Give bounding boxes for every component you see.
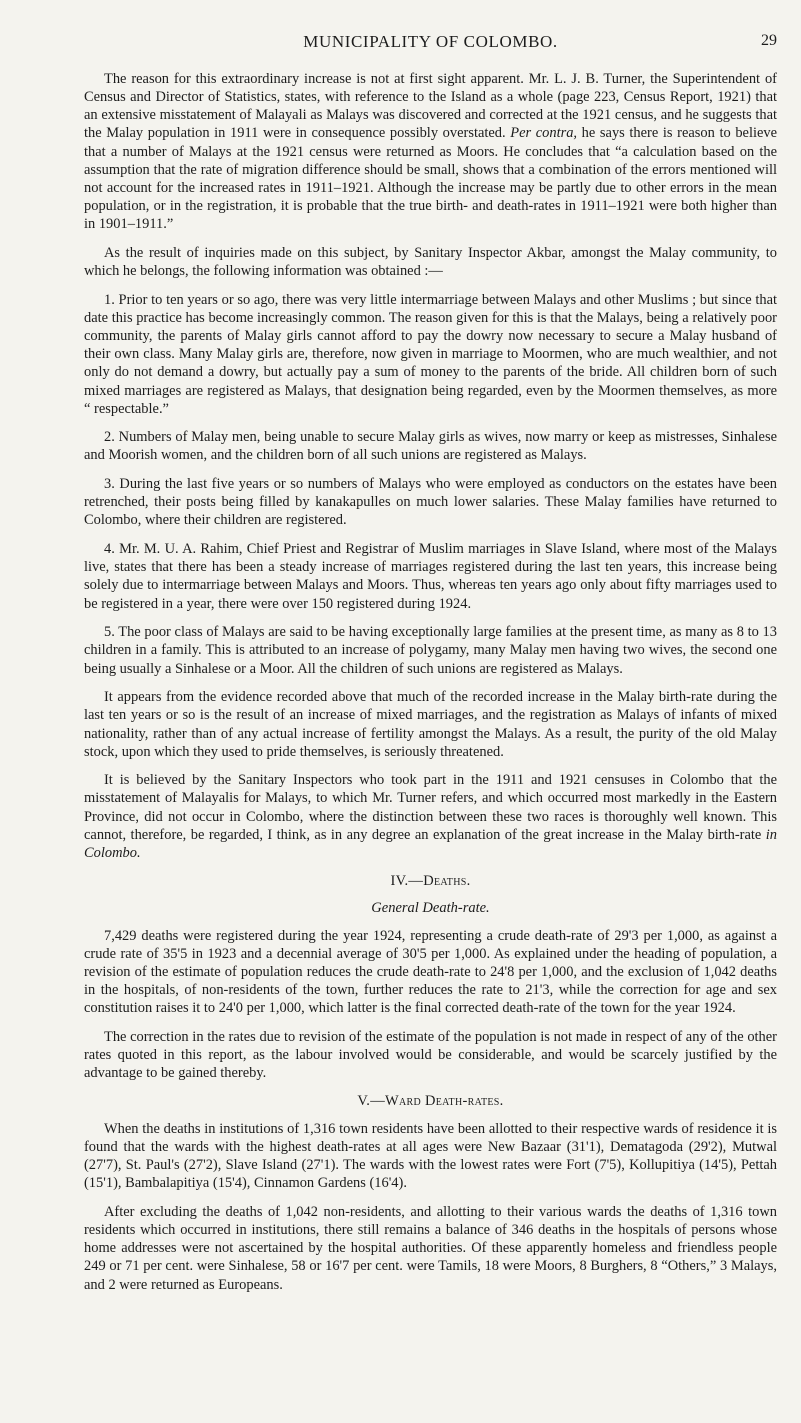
ward-paragraph-2: After excluding the deaths of 1,042 non-residents, and allotting to their various wards the deaths of 1,316 town residents which occurred in institutions, there still remains a balance of 346 deaths in the hospitals of persons whose home addresses were not ascertained by the hospital authorities. Of these apparently homeless and friendless people 249 or 71 per cent. were Sinhalese, 58 or 16'7 per cent. were Tamils, 18 were Moors, 8 Burghers, 8 “Others,” 3 Malays, and 2 were returned as Europeans.: [84, 1203, 777, 1293]
finding-5: 5. The poor class of Malays are said to be having exceptionally large families at the present time, as many as 8 to 13 children in a family. This is attributed to an increase of polygamy, many Malay men having two wives, the second one being usually a Sinhalese or a Moor. All the children of such unions are registered as Malays.: [84, 624, 777, 677]
per-contra-italic: Per contra,: [510, 125, 578, 142]
deaths-paragraph-1: 7,429 deaths were registered during the year 1924, representing a crude death-rate of 29'3 per 1,000, as against a crude rate of 35'5 in 1923 and a decennial average of 30'5 per 1,000. As explained under the heading of population, a revision of the estimate of population reduces the crude death-rate to 24'8 per 1,000, and the exclusion of 1,042 deaths in the hospitals, of non-residents of the town, further reduces the rate to 21'3, while the correction for age and sex constitution raises it to 24'0 per 1,000, which latter is the final corrected death-rate of the town for the year 1924.: [84, 927, 777, 1017]
deaths-paragraph-2: The correction in the rates due to revision of the estimate of the population is not made in respect of any of the other rates quoted in this report, as the labour involved would be considerable, and would be scarcely justified by the advantage to be gained thereby.: [84, 1028, 777, 1082]
conclusion-paragraph-1: It appears from the evidence recorded above that much of the recorded increase in the Malay birth-rate during the last ten years or so is the result of an increase of mixed marriages, and the registration as Malays of infants of mixed nationality, rather than of any actual increase of fertility amongst the Malays. As a result, the purity of the old Malay stock, upon which they used to pride themselves, is seriously threatened.: [84, 689, 777, 760]
running-title: MUNICIPALITY OF COLOMBO.: [303, 32, 558, 51]
finding-2: 2. Numbers of Malay men, being unable to secure Malay girls as wives, now marry or keep as mistresses, Sinhalese and Moorish women, and the children born of all such unions are registered as Malays.: [84, 429, 777, 464]
intro-paragraph-2: As the result of inquiries made on this subject, by Sanitary Inspector Akbar, amongst the Malay community, to which he belongs, the following information was obtained :—: [84, 244, 777, 280]
deaths-heading: IV.—Deaths.: [390, 872, 471, 889]
conclusion-paragraph-2: It is believed by the Sanitary Inspectors who took part in the 1911 and 1921 censuses in Colombo that the misstatement of Malayalis for Malays, to which Mr. Turner refers, and which occurred most markedly in the Eastern Province, did not occur in Colombo, where the distinction between these two races is thoroughly well known. This cannot, therefore, be regarded, I think, as in any degree an explanation of the great increase in the Malay birth-rate in Colombo.: [84, 772, 777, 861]
page-header: [84, 32, 777, 70]
finding-4: 4. Mr. M. U. A. Rahim, Chief Priest and Registrar of Muslim marriages in Slave Island, where most of the Malays live, states that there has been a steady increase of marriages registered during the last ten years, this increase being solely due to intermarriage between Malays and Moors. Thus, whereas ten years ago only about fifty marriages used to be registered in a year, there were over 150 registered during 1924.: [84, 541, 777, 612]
page-number: 29: [761, 32, 777, 49]
finding-1: 1. Prior to ten years or so ago, there was very little intermarriage between Malays and other Muslims ; but since that date this practice has become increasingly common. The reason given for this is that the Malays, being a relatively poor community, the parents of Malay girls cannot afford to pay the dowry now necessary to secure a Malay husband of their own class. Many Malay girls are, therefore, now given in marriage to Moormen, who are much wealthier, and not only do not demand a dowry, but actually pay a sum of money to the parents of the bride. All children born of such mixed marriages are registered as Malays, that designation being regarded, even by the Moormen themselves, as more “ respectable.”: [84, 291, 777, 417]
ward-death-rates-heading: V.—Ward Death-rates.: [357, 1092, 504, 1109]
ward-paragraph-1: When the deaths in institutions of 1,316 town residents have been allotted to their respective wards of residence it is found that the wards with the highest death-rates at all ages were New Bazaar (31'1), Dematagoda (29'2), Mutwal (27'7), St. Paul's (27'2), Slave Island (27'1). The wards with the lowest rates were Fort (7'5), Kollupitiya (14'5), Pettah (15'1), Bambalapitiya (15'4), Cinnamon Gardens (16'4).: [84, 1120, 777, 1192]
finding-3: 3. During the last five years or so numbers of Malays who were employed as conductors on the estates have been retrenched, their posts being filled by kanakapulles on much lower salaries. These Malay families have returned to Colombo, where their children are registered.: [84, 476, 777, 529]
intro-paragraph-1: The reason for this extraordinary increase is not at first sight apparent. Mr. L. J. B. Turner, the Superintendent of Census and Director of Statistics, states, with reference to the Island as a whole (page 223, Census Report, 1921) that an extensive misstatement of Malayali as Malays was discovered and corrected at the 1921 census, and he suggests that the Malay population in 1911 were in consequence possibly overstated. Per contra, he says there is reason to believe that a number of Malays at the 1921 census were returned as Moors. He concludes that “a calculation based on the assumption that the rate of migration difference should be small, shows that a combination of the errors mentioned will not account for the increased rates in 1911–1921. Although the increase may be partly due to other errors in the mean population, or in the registration, it is probable that the true birth- and death-rates in 1911–1921 were both higher than in 1901–1911.”: [84, 71, 778, 233]
in-colombo-italic: in Colombo.: [84, 826, 777, 861]
general-death-rate-subheading: General Death-rate.: [371, 899, 490, 916]
